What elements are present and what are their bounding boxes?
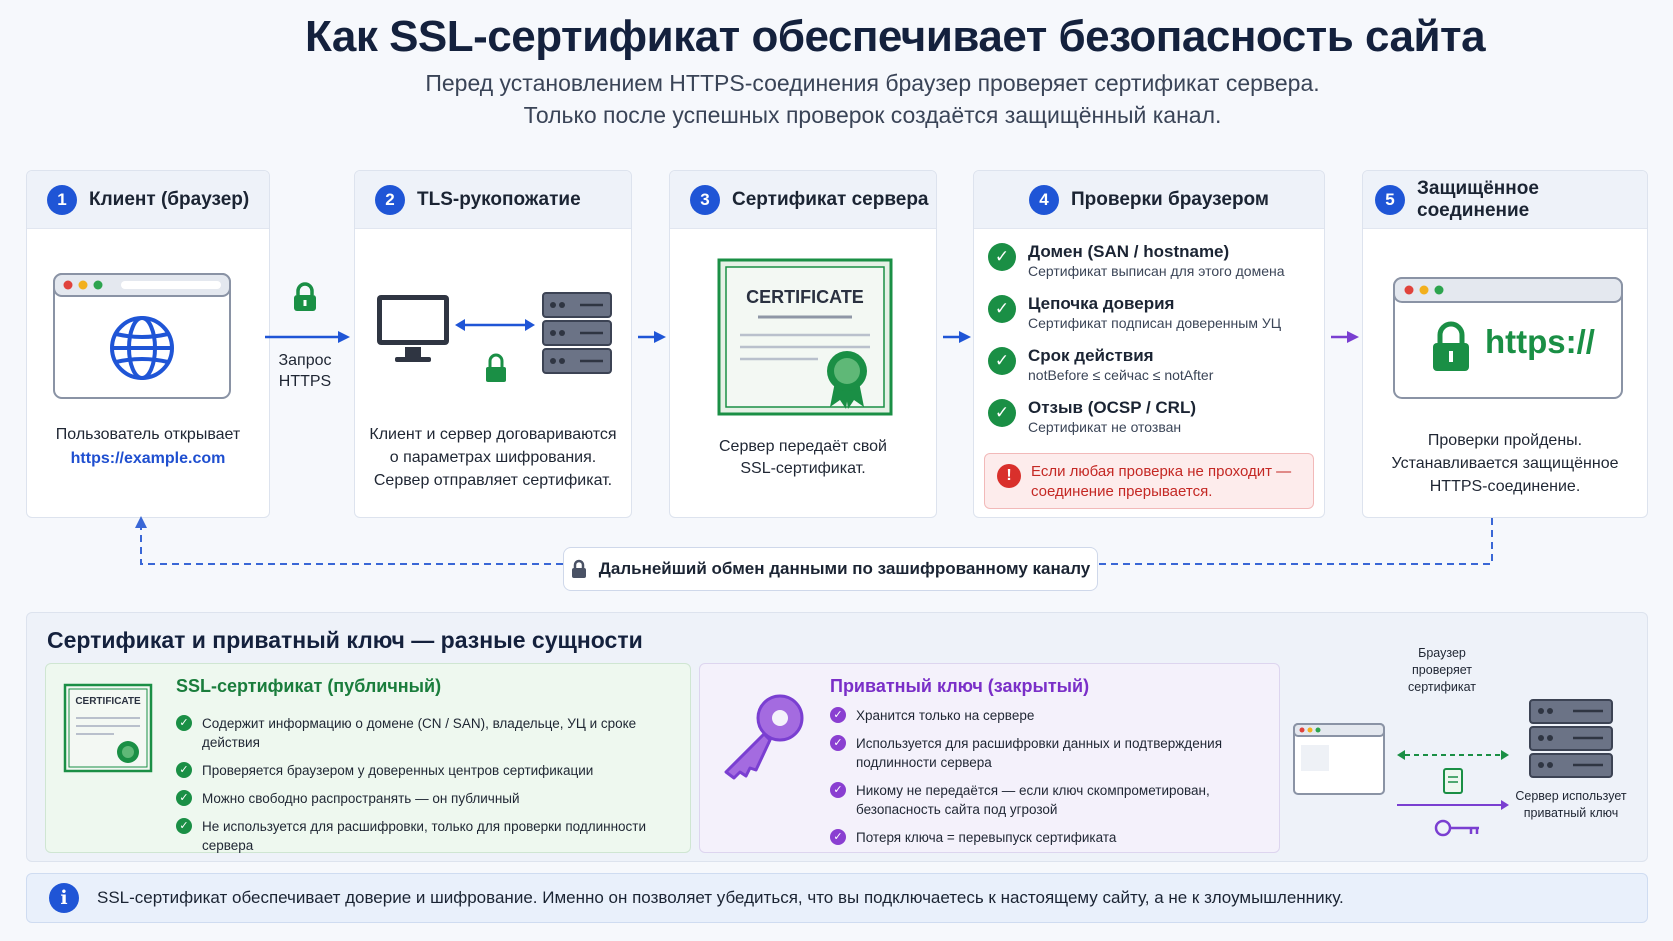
key-icon (718, 690, 808, 780)
check-icon: ✓ (830, 735, 846, 751)
check-desc: Сертификат не отозван (1028, 419, 1182, 435)
step-number: 4 (1029, 185, 1059, 215)
list-item (176, 817, 686, 855)
list-item-text: Проверяется браузером у доверенных центров сертификации (202, 763, 594, 778)
list-item-text: Можно свободно распространять — он публичный (202, 791, 520, 806)
key-icon (1435, 819, 1481, 837)
info-text: SSL-сертификат обеспечивает доверие и шифрование. Именно он позволяет убедиться, что вы подключаетесь к настоящему сайту, а не к злоумышленнику. (97, 888, 1344, 907)
check-title: Отзыв (OCSP / CRL) (1028, 398, 1196, 417)
step-title: Сертификат сервера (732, 188, 929, 210)
check-icon: ✓ (176, 790, 192, 806)
public-certificate-card (45, 663, 691, 853)
list-item (176, 714, 686, 752)
step-title: TLS-рукопожатие (417, 188, 581, 210)
comparison-section (26, 612, 1648, 862)
check-icon: ✓ (988, 347, 1016, 375)
server-icon (1529, 699, 1613, 779)
step-number: 5 (1375, 185, 1405, 215)
encrypted-channel-label (563, 547, 1098, 591)
list-item (830, 781, 1230, 819)
list-item-text: Хранится только на сервере (856, 708, 1035, 723)
list-item-text: Потеря ключа = перевыпуск сертификата (856, 830, 1117, 845)
check-title: Домен (SAN / hostname) (1028, 242, 1230, 261)
check-icon: ✓ (176, 762, 192, 778)
info-icon: i (49, 883, 79, 913)
check-icon: ✓ (176, 715, 192, 731)
section-title: Сертификат и приватный ключ — разные сущности (47, 627, 643, 653)
step-description-line3: Сервер отправляет сертификат. (373, 472, 613, 489)
warning-text: Если любая проверка не проходит — соединение прерывается. (1031, 463, 1292, 500)
card-title: Приватный ключ (закрытый) (830, 676, 1090, 696)
check-icon: ✓ (988, 295, 1016, 323)
page-subtitle-line2: Только после успешных проверок создаётся защищённый канал. (523, 102, 1222, 128)
padlock-icon (571, 559, 587, 579)
private-key-card (699, 663, 1280, 853)
example-url-link[interactable]: https://example.com (70, 450, 226, 467)
list-item-text: Содержит информацию о домене (CN / SAN), владельце, УЦ и сроке действия (202, 716, 637, 750)
list-item-text: Используется для расшифровки данных и подтверждения подлинности сервера (856, 736, 1223, 770)
step-title: Защищённое соединение (1417, 177, 1539, 221)
browser-window-icon (1293, 723, 1385, 795)
check-icon: ✓ (988, 399, 1016, 427)
check-icon: ✓ (988, 243, 1016, 271)
check-icon: ✓ (830, 782, 846, 798)
list-item-text: Не используется для расшифровки, только для проверки подлинности сервера (202, 819, 647, 853)
certificate-properties-list (176, 714, 686, 864)
list-item (830, 706, 1230, 725)
step-number: 3 (690, 185, 720, 215)
page-subtitle-line1: Перед установлением HTTPS-соединения браузер проверяет сертификат сервера. (425, 70, 1320, 96)
step-number: 2 (375, 185, 405, 215)
private-key-properties-list (830, 706, 1230, 856)
arrow-label-line1: Запрос (278, 352, 332, 369)
tunnel-text: Дальнейший обмен данными по зашифрованному каналу (598, 559, 1091, 578)
step-description-line3: HTTPS-соединение. (1429, 478, 1581, 495)
https-label: https:// (1485, 323, 1595, 360)
step-title: Проверки браузером (1071, 188, 1269, 210)
list-item (176, 761, 686, 780)
certificate-label: CERTIFICATE (746, 287, 864, 307)
list-item (830, 734, 1230, 772)
arrow-label-line2: HTTPS (278, 373, 332, 390)
page-title: Как SSL-сертификат обеспечивает безопасность сайта (304, 12, 1486, 61)
step-description-line2: о параметрах шифрования. (389, 449, 597, 466)
step-description-line1: Клиент и сервер договариваются (369, 426, 617, 443)
check-icon: ✓ (830, 707, 846, 723)
check-desc: notBefore ≤ сейчас ≤ notAfter (1028, 367, 1214, 383)
mini-certificate-label: CERTIFICATE (75, 696, 141, 707)
step-description: Пользователь открывает (55, 426, 241, 443)
list-item (830, 828, 1230, 847)
step-description-line1: Проверки пройдены. (1427, 432, 1583, 449)
check-icon: ✓ (176, 818, 192, 834)
step-description-line2: SSL-сертификат. (740, 460, 866, 477)
step-description-line1: Сервер передаёт свой (719, 438, 887, 455)
step-description-line2: Устанавливается защищённое (1391, 455, 1619, 472)
server-uses-key-label: Сервер использует приватный ключ (1515, 789, 1627, 820)
check-title: Срок действия (1028, 346, 1154, 365)
step-title: Клиент (браузер) (89, 188, 250, 210)
list-item (176, 789, 686, 808)
card-title: SSL-сертификат (публичный) (176, 676, 442, 696)
alert-icon: ! (997, 464, 1021, 488)
info-banner (26, 873, 1648, 923)
step-number: 1 (47, 185, 77, 215)
check-title: Цепочка доверия (1028, 294, 1175, 313)
check-desc: Сертификат подписан доверенным УЦ (1028, 315, 1282, 331)
browser-checks-label: Браузер проверяет сертификат (1408, 646, 1476, 694)
check-icon: ✓ (830, 829, 846, 845)
list-item-text: Никому не передаётся — если ключ скомпрометирован, безопасность сайта под угрозой (856, 783, 1210, 817)
check-desc: Сертификат выписан для этого домена (1028, 263, 1285, 279)
